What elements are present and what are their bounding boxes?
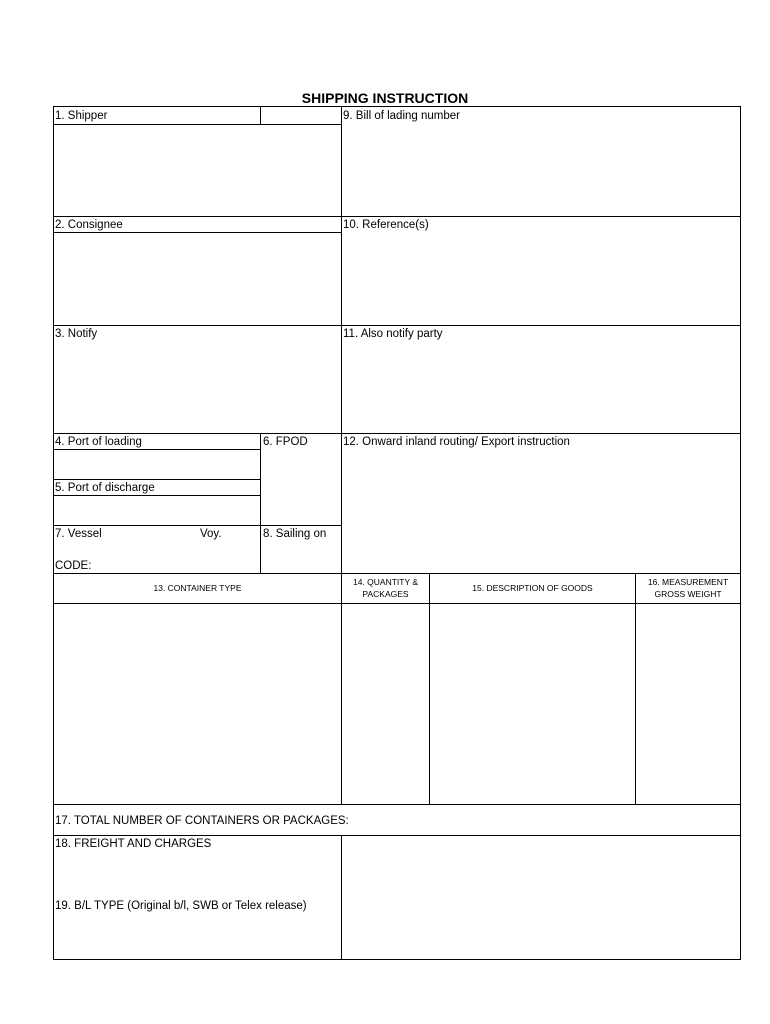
goods-header-top bbox=[53, 573, 741, 574]
sailing-on-label: 8. Sailing on bbox=[263, 528, 327, 540]
port-of-discharge-field[interactable] bbox=[54, 496, 260, 525]
also-notify-field[interactable] bbox=[342, 342, 740, 433]
measurement-field[interactable] bbox=[636, 604, 740, 804]
consignee-label: 2. Consignee bbox=[55, 219, 123, 231]
row-divider-4 bbox=[53, 433, 741, 434]
container-type-field[interactable] bbox=[54, 604, 341, 804]
shipper-label: 1. Shipper bbox=[55, 110, 108, 122]
code-label: CODE: bbox=[55, 560, 92, 572]
onward-routing-field[interactable] bbox=[342, 450, 740, 573]
frame-bottom bbox=[53, 959, 741, 960]
notify-field[interactable] bbox=[54, 342, 341, 433]
references-field[interactable] bbox=[342, 233, 740, 325]
port-of-loading-label: 4. Port of loading bbox=[55, 436, 142, 448]
description-header: 15. DESCRIPTION OF GOODS bbox=[472, 583, 593, 593]
vessel-label: 7. Vessel bbox=[55, 528, 102, 540]
onward-routing-label: 12. Onward inland routing/ Export instruction bbox=[343, 436, 570, 448]
vessel-field[interactable] bbox=[54, 541, 260, 557]
sailing-on-field[interactable] bbox=[261, 541, 341, 573]
quantity-header-line2: PACKAGES bbox=[362, 589, 409, 599]
also-notify-label: 11. Also notify party bbox=[343, 328, 443, 340]
port-of-discharge-label: 5. Port of discharge bbox=[55, 482, 155, 494]
shipper-field-divider bbox=[260, 106, 261, 124]
bill-of-lading-field[interactable] bbox=[342, 124, 740, 216]
notify-label: 3. Notify bbox=[55, 328, 98, 340]
bill-of-lading-label: 9. Bill of lading number bbox=[343, 110, 460, 122]
description-field[interactable] bbox=[430, 604, 635, 804]
voy-label: Voy. bbox=[200, 528, 222, 540]
freight-label: 18. FREIGHT AND CHARGES bbox=[55, 838, 212, 850]
consignee-field[interactable] bbox=[54, 233, 341, 325]
freight-bl-type-field[interactable] bbox=[342, 836, 740, 959]
fpod-label: 6. FPOD bbox=[263, 436, 308, 448]
bl-type-label: 19. B/L TYPE (Original b/l, SWB or Telex release) bbox=[55, 900, 307, 912]
measurement-header-line1: 16. MEASUREMENT bbox=[647, 577, 729, 587]
port-loading-field-bottom bbox=[53, 479, 260, 480]
vessel-row-top bbox=[53, 525, 341, 526]
form-title: SHIPPING INSTRUCTION bbox=[301, 90, 469, 106]
row-divider-3 bbox=[53, 325, 741, 326]
shipper-field[interactable] bbox=[54, 125, 341, 216]
total-containers-field[interactable] bbox=[390, 805, 740, 835]
fpod-field[interactable] bbox=[261, 450, 341, 525]
measurement-header-line2: GROSS WEIGHT bbox=[654, 589, 722, 599]
quantity-field[interactable] bbox=[342, 604, 429, 804]
port-of-loading-field[interactable] bbox=[54, 450, 260, 479]
frame-right bbox=[740, 106, 741, 960]
quantity-header-line1: 14. QUANTITY & bbox=[352, 577, 419, 587]
row-divider-2 bbox=[53, 216, 741, 217]
frame-top bbox=[53, 106, 741, 107]
total-containers-label: 17. TOTAL NUMBER OF CONTAINERS OR PACKAGES: bbox=[55, 815, 349, 827]
container-type-header: 13. CONTAINER TYPE bbox=[153, 583, 242, 593]
references-label: 10. Reference(s) bbox=[343, 219, 429, 231]
